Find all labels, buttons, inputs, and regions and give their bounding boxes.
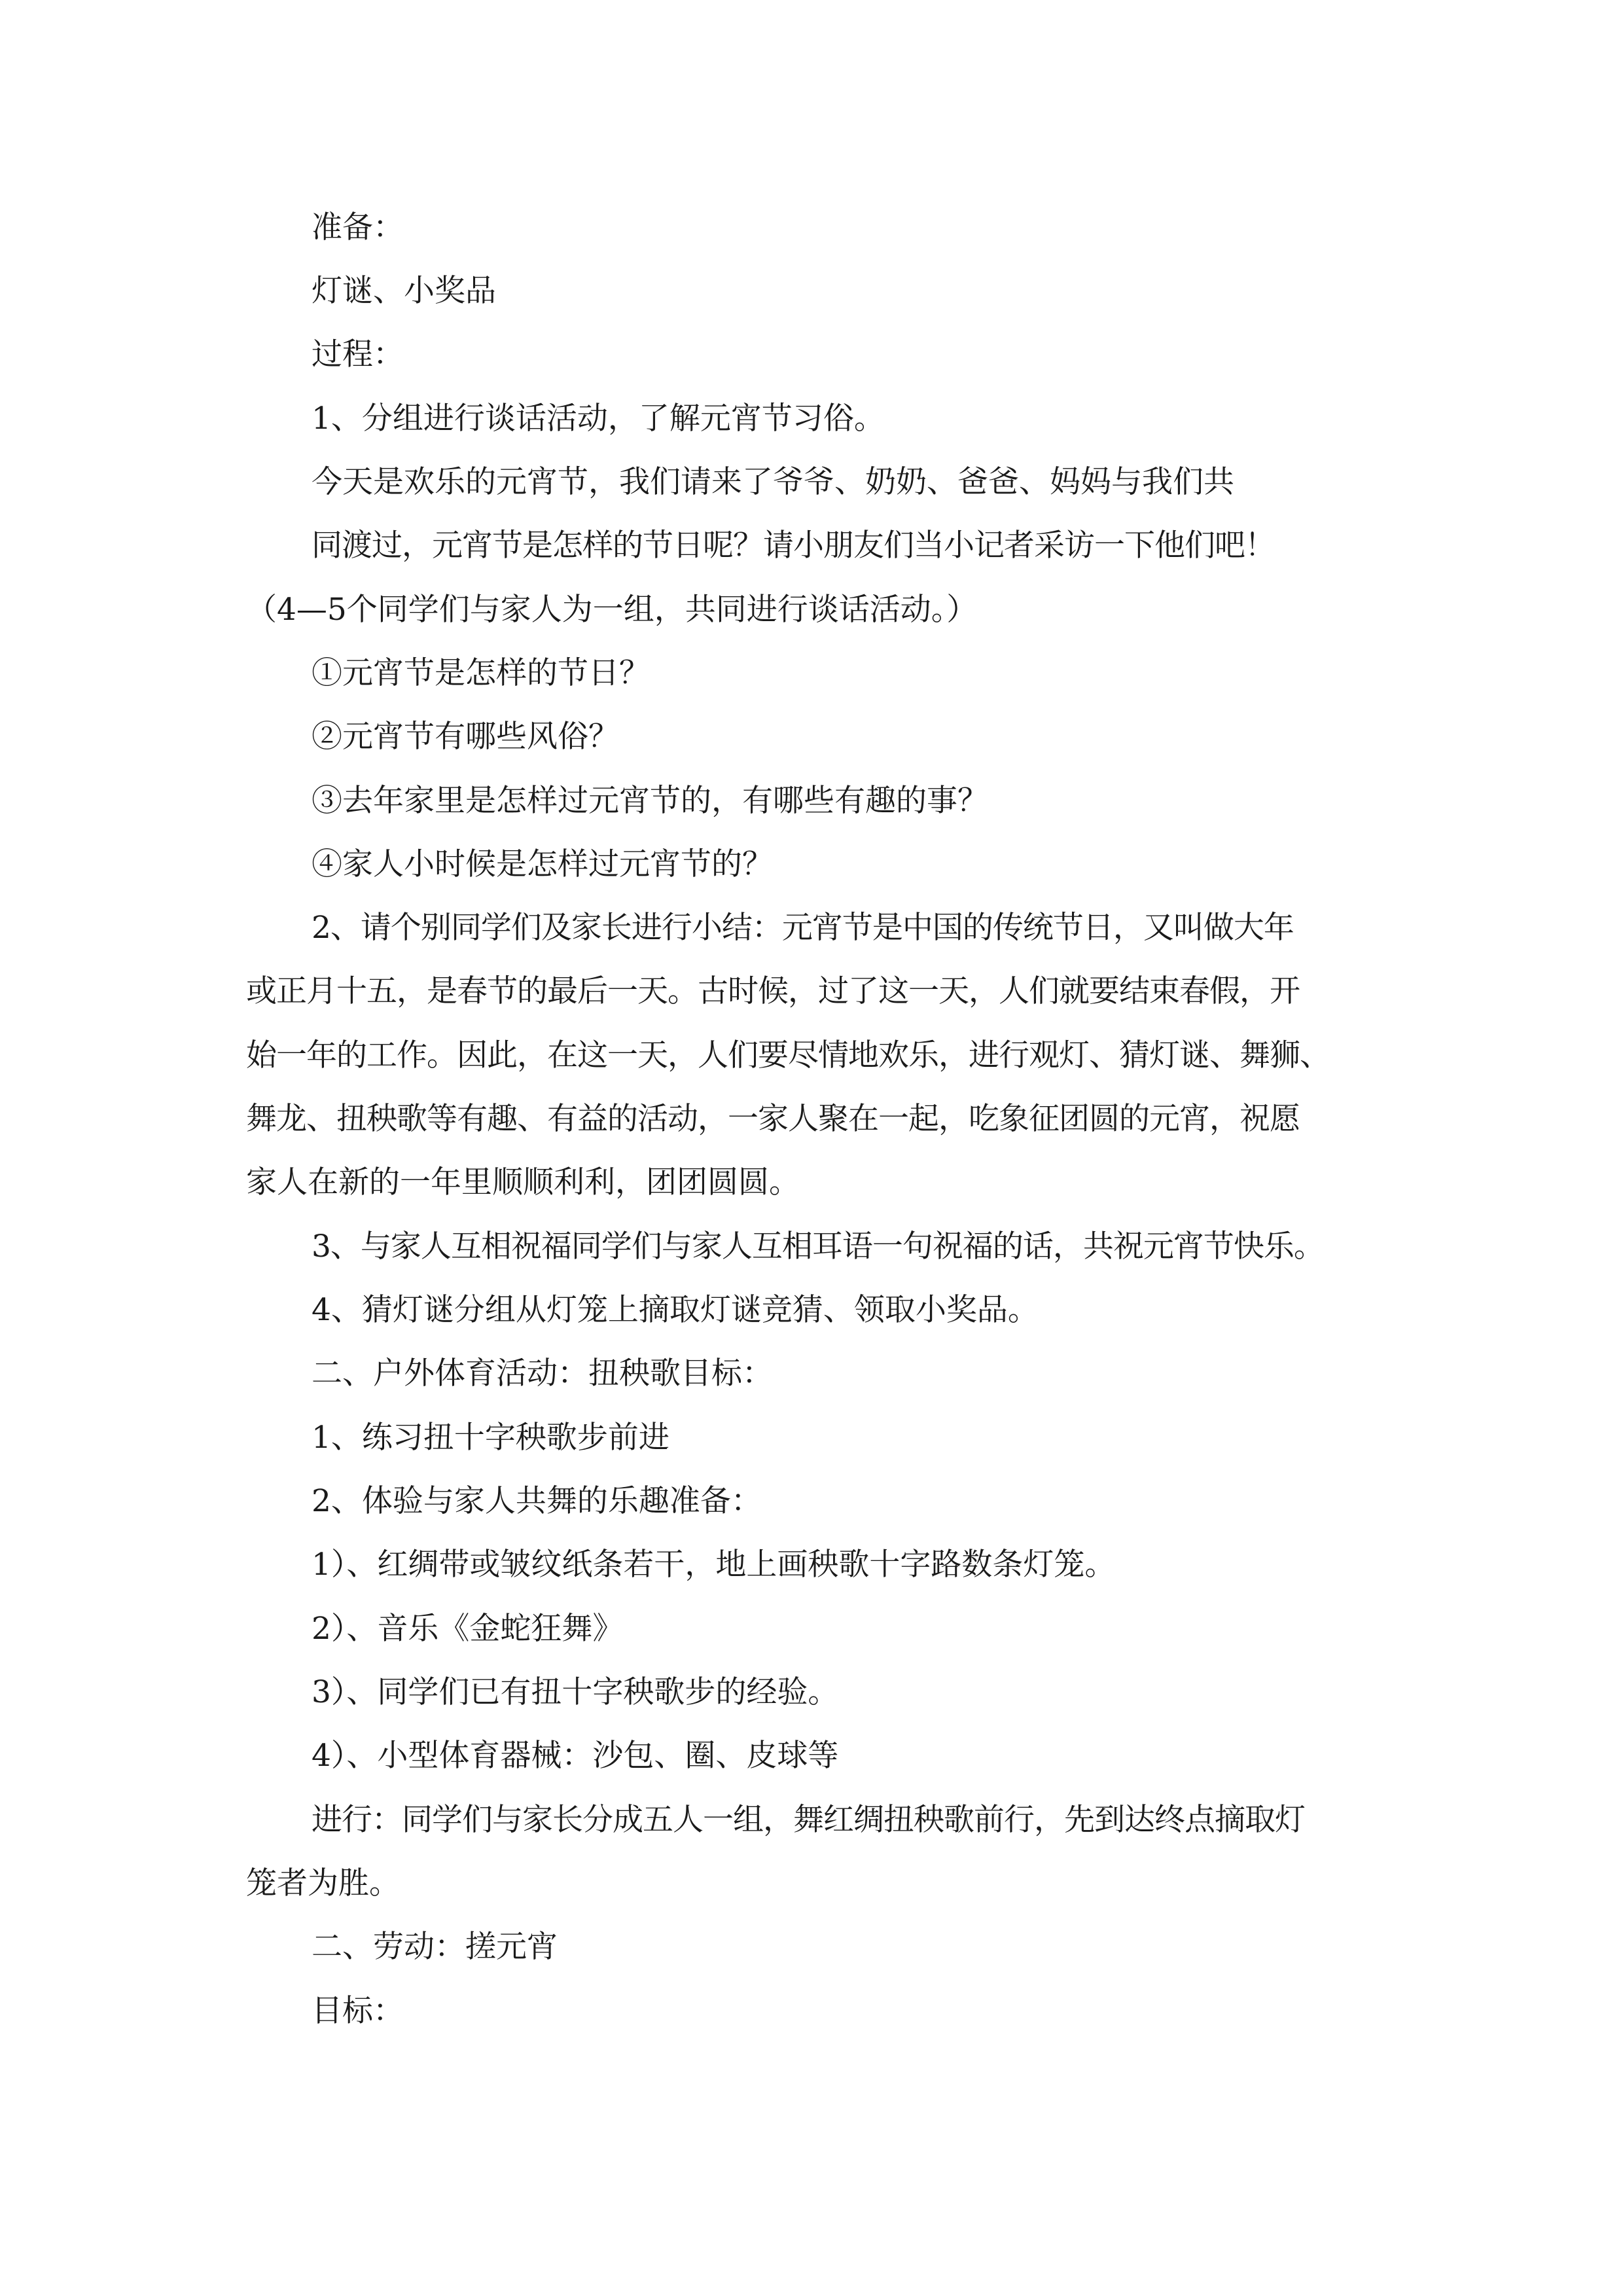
- text-line-step-4: 4、猜灯谜分组从灯笼上摘取灯谜竞猜、领取小奖品。: [312, 1292, 1039, 1328]
- text-line-question-1: ①元宵节是怎样的节日？: [312, 655, 650, 691]
- text-line-procedure: 笼者为胜。: [246, 1865, 400, 1901]
- text-line-paragraph: 或正月十五，是春节的最后一天。古时候，过了这一天，人们就要结束春假，开: [246, 973, 1300, 1009]
- text-line-paragraph: 同渡过，元宵节是怎样的节日呢？请小朋友们当小记者采访一下他们吧！: [312, 528, 1275, 564]
- text-line-question-2: ②元宵节有哪些风俗？: [312, 719, 619, 755]
- text-line-prep-3: 3）、同学们已有扭十字秧歌步的经验。: [312, 1674, 839, 1710]
- text-line-goal-2: 2、体验与家人共舞的乐趣准备：: [312, 1483, 762, 1519]
- text-line-paragraph: 始一年的工作。因此，在这一天，人们要尽情地欢乐，进行观灯、猜灯谜、舞狮、: [246, 1037, 1330, 1073]
- text-line-materials: 灯谜、小奖品: [312, 273, 496, 309]
- text-line-prep-heading: 准备：: [312, 209, 404, 245]
- text-line-question-3: ③去年家里是怎样过元宵节的，有哪些有趣的事？: [312, 783, 988, 819]
- text-line-prep-2: 2）、音乐《金蛇狂舞》: [312, 1611, 624, 1647]
- text-line-step-1: 1、分组进行谈话活动，了解元宵节习俗。: [312, 401, 885, 437]
- text-line-prep-4: 4）、小型体育器械：沙包、圈、皮球等: [312, 1738, 839, 1774]
- text-line-paragraph: （4—5个同学们与家人为一组，共同进行谈话活动。）: [246, 592, 978, 628]
- text-line-procedure: 进行：同学们与家长分成五人一组，舞红绸扭秧歌前行，先到达终点摘取灯: [312, 1802, 1305, 1838]
- text-line-paragraph: 家人在新的一年里顺顺利利，团团圆圆。: [246, 1164, 800, 1200]
- text-line-paragraph: 舞龙、扭秧歌等有趣、有益的活动，一家人聚在一起，吃象征团圆的元宵，祝愿: [246, 1101, 1300, 1137]
- text-line-question-4: ④家人小时候是怎样过元宵节的？: [312, 846, 773, 882]
- text-line-goal-1: 1、练习扭十字秧歌步前进: [312, 1420, 669, 1456]
- text-line-process-heading: 过程：: [312, 336, 404, 372]
- text-line-prep-1: 1）、红绸带或皱纹纸条若干，地上画秧歌十字路数条灯笼。: [312, 1547, 1116, 1583]
- text-line-goal-heading: 目标：: [312, 1993, 404, 2029]
- text-line-paragraph: 今天是欢乐的元宵节，我们请来了爷爷、奶奶、爸爸、妈妈与我们共: [312, 464, 1234, 500]
- text-line-step-2: 2、请个别同学们及家长进行小结：元宵节是中国的传统节日，又叫做大年: [312, 910, 1294, 946]
- text-line-step-3: 3、与家人互相祝福同学们与家人互相耳语一句祝福的话，共祝元宵节快乐。: [312, 1229, 1324, 1265]
- text-line-section-heading: 二、户外体育活动：扭秧歌目标：: [312, 1355, 773, 1391]
- text-line-section-heading: 二、劳动：搓元宵: [312, 1929, 558, 1965]
